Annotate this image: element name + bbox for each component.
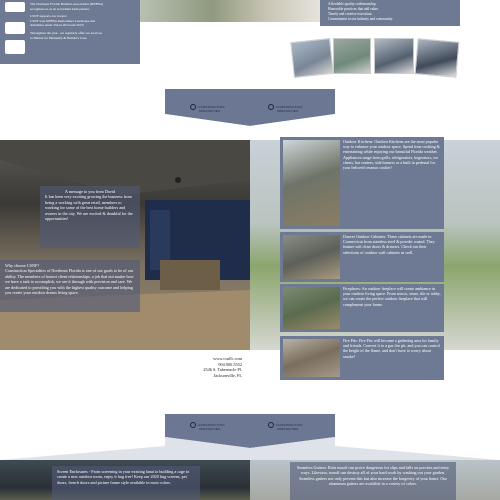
fire-pits-card bbox=[280, 336, 444, 380]
david-message-card bbox=[40, 186, 140, 248]
card-title: Fireplaces: bbox=[343, 286, 361, 291]
phone-number: 904.900.5552 bbox=[218, 361, 242, 367]
value-line: Timely and creative execution. bbox=[328, 12, 373, 16]
why-choose-heading: Why choose CSNF? bbox=[5, 263, 40, 268]
awards-line: to Habitat for Humanity & Builder's Care. bbox=[30, 35, 88, 40]
outdoor-kitchen-photo bbox=[0, 140, 250, 350]
fireplace-photo bbox=[283, 287, 340, 329]
landscape-photo bbox=[140, 0, 320, 22]
danver-cabinets-card bbox=[280, 232, 444, 282]
cabinets-photo bbox=[283, 235, 340, 279]
card-body: These cabinets are made in Connecticut from stainless steel & powder coated. They feature soft close doors & drawers. Check out their selections of outdoor wall cabinets as well. bbox=[343, 234, 435, 255]
screen-enclosures-text: Screen Enclosures - From screening in your existing lanai to building a cage to create a new outdoor room, enjoy it bug free! Keep our 2020 bug screens, pet doors, french doors and picture frame style available in most colors. bbox=[57, 469, 190, 485]
outdoor-kitchens-card bbox=[280, 137, 444, 229]
brand-logo: CONSTRUCTION SPECIALTIES bbox=[268, 422, 303, 431]
fireplaces-card bbox=[280, 284, 444, 332]
brand-logo: CONSTRUCTION SPECIALTIES bbox=[190, 422, 225, 431]
value-line: Honorable practices that add value. bbox=[328, 7, 379, 11]
screen-enclosures-card bbox=[52, 466, 200, 500]
awards-line: CSNF supports our troops! bbox=[30, 14, 67, 19]
fire-pit-photo bbox=[283, 339, 340, 377]
why-choose-card bbox=[0, 260, 140, 312]
brand-logo: CONSTRUCTION SPECIALTIES bbox=[268, 104, 303, 113]
awards-line: recognizes us as an accredited trade partner. bbox=[30, 6, 90, 11]
david-message-heading: A message to you from David bbox=[64, 189, 116, 194]
brand-mark-icon bbox=[190, 104, 196, 110]
card-title: Fire Pits: bbox=[343, 338, 358, 343]
values-panel bbox=[320, 0, 460, 26]
awards-line: Throughout the year , we regularly offer our services bbox=[30, 30, 102, 35]
habitat-logo-icon bbox=[5, 40, 25, 54]
brand-banner-bottom bbox=[0, 396, 500, 462]
brand-banner bbox=[0, 64, 500, 140]
value-line: Commitment to our industry and community. bbox=[328, 17, 394, 21]
nefba-logo-icon bbox=[5, 2, 25, 12]
value-line: Affordable quality craftsmanship. bbox=[328, 2, 377, 6]
awards-line: Amenities under 25k in 2014 and 2015! bbox=[30, 23, 85, 28]
why-choose-body: Construction Specialties of Northeast Florida is one of our goals to be of our ability. The members of honest client relationships, a job that not matter how we have a task to accomplish, we see it through with precision and care. We are dedicated to providing you with the highest quality outcome and helping you create your outdoor dream living space. bbox=[5, 268, 134, 296]
david-message-body: It has been very exciting growing the business from being a working with great retail, members to working for some of the best home builders and owners in the city. We are excited & thankful for the opportunities! bbox=[45, 194, 133, 222]
brand-mark-icon bbox=[268, 104, 274, 110]
card-body: Outdoor Kitchens are the most popular way to enhance your outdoor space. Spend time cooking & entertaining while enjoying our beautiful Florida weather. Appliances range from grills, refrigerators, kegerators, ice chests, bar centers, side burners or a built in pedestal for your beloved ceramic cooker! bbox=[343, 139, 440, 171]
awards-panel bbox=[0, 0, 140, 64]
seamless-gutters-card bbox=[290, 462, 456, 500]
contact-block bbox=[160, 356, 242, 378]
card-body: Fire Pits will become a gathering area for family and friends. Convert it to a gas fire pit, and you can control the height of the flame, and don't have to worry about smoke! bbox=[343, 338, 440, 359]
brand-mark-icon bbox=[268, 422, 274, 428]
city-state: Jacksonville, FL bbox=[213, 372, 242, 378]
brand-logo: CONSTRUCTION SPECIALTIES bbox=[190, 104, 225, 113]
awards-line: CSNF won NEFBA Remodelers Landscape and bbox=[30, 18, 96, 23]
brand-mark-icon bbox=[190, 422, 196, 428]
seamless-gutters-text: Seamless Gutters: Rain runoff can prove dangerous for slips and falls on porches and entry ways. Likewise, runoff can destroy all of your hard work by washing out your garden. Seamless gutters not only prevent this but also increase the longevity of your home. Our aluminum gutters are available in a variety of colors. bbox=[296, 465, 450, 487]
card-title: Outdoor Kitchens: bbox=[343, 139, 374, 144]
awards-line: The Northeast Florida Builders Association (NEFBA) bbox=[30, 2, 104, 6]
street-address: 2546 S. Tabernacle Pl. bbox=[203, 367, 242, 373]
card-title: Danver Outdoor Cabinets: bbox=[343, 234, 387, 239]
troops-logo-icon bbox=[5, 22, 25, 34]
website-link[interactable]: www.csnflc.com bbox=[213, 356, 242, 361]
card-body: An outdoor fireplace will create ambiance in your outdoor living space. From stucco, stone, tile or tabby, we can create the perfect outdoor fireplace that will complement your home. bbox=[343, 286, 441, 307]
kitchen-photo bbox=[283, 140, 340, 226]
